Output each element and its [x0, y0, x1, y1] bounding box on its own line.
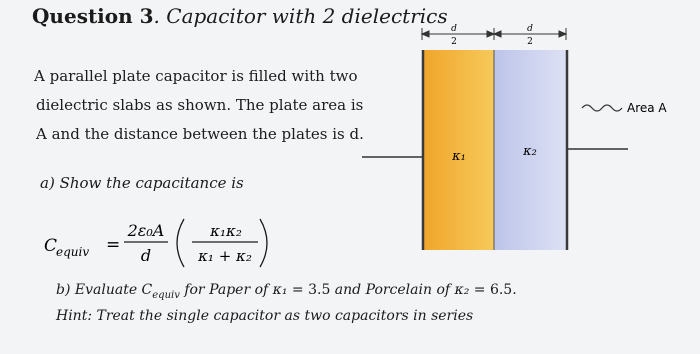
dim-label-left-den: 2: [451, 37, 457, 47]
formula-denominator: d: [140, 246, 152, 265]
area-label: Area A: [627, 101, 667, 115]
formula-inner-numerator: κ₁κ₂: [210, 222, 242, 240]
dim-label-right-den: 2: [527, 37, 533, 47]
hint-text: Hint: Treat the single capacitor as two capacitors in series: [56, 308, 474, 324]
kappa2-value: 6.5.: [489, 282, 517, 298]
part-b-subscript: equiv: [152, 289, 180, 301]
kappa2-label: κ₂: [523, 144, 537, 159]
formula-inner-denominator: κ₁ + κ₂: [198, 247, 252, 265]
area-pointer: [582, 105, 622, 111]
question-number: Question 3: [32, 4, 154, 28]
intro-line: dielectric slabs as shown. The plate area is: [36, 96, 364, 114]
capacitance-formula: [44, 210, 284, 270]
formula-lhs-subscript: equiv: [56, 245, 90, 259]
formula-right-paren: [260, 219, 267, 267]
formula-left-paren: [177, 219, 184, 267]
part-b-prompt: b) Evaluate $C_{equiv}$ for Paper of κ₁ = 3.5 and Porcelain of κ₂ = 6.5.: [56, 282, 517, 301]
problem-statement: [32, 62, 382, 149]
formula-lhs: C: [44, 236, 58, 256]
kappa1-value: 3.5: [308, 282, 331, 298]
formula-equals: =: [106, 235, 121, 255]
dim-label-left-num: d: [451, 24, 457, 34]
formula-numerator: 2ε₀A: [127, 221, 165, 240]
intro-line: A and the distance between the plates is d.: [36, 125, 364, 143]
intro-line: A parallel plate capacitor is filled with two: [34, 67, 358, 85]
capacitor-diagram: [350, 0, 700, 270]
kappa1-label: κ₁: [452, 149, 466, 164]
question-subtitle: . Capacitor with 2 dielectrics: [153, 4, 448, 28]
dim-label-right-num: d: [527, 24, 533, 34]
dimension-markers: [422, 28, 566, 40]
part-a-prompt: a) Show the capacitance is: [40, 174, 244, 192]
